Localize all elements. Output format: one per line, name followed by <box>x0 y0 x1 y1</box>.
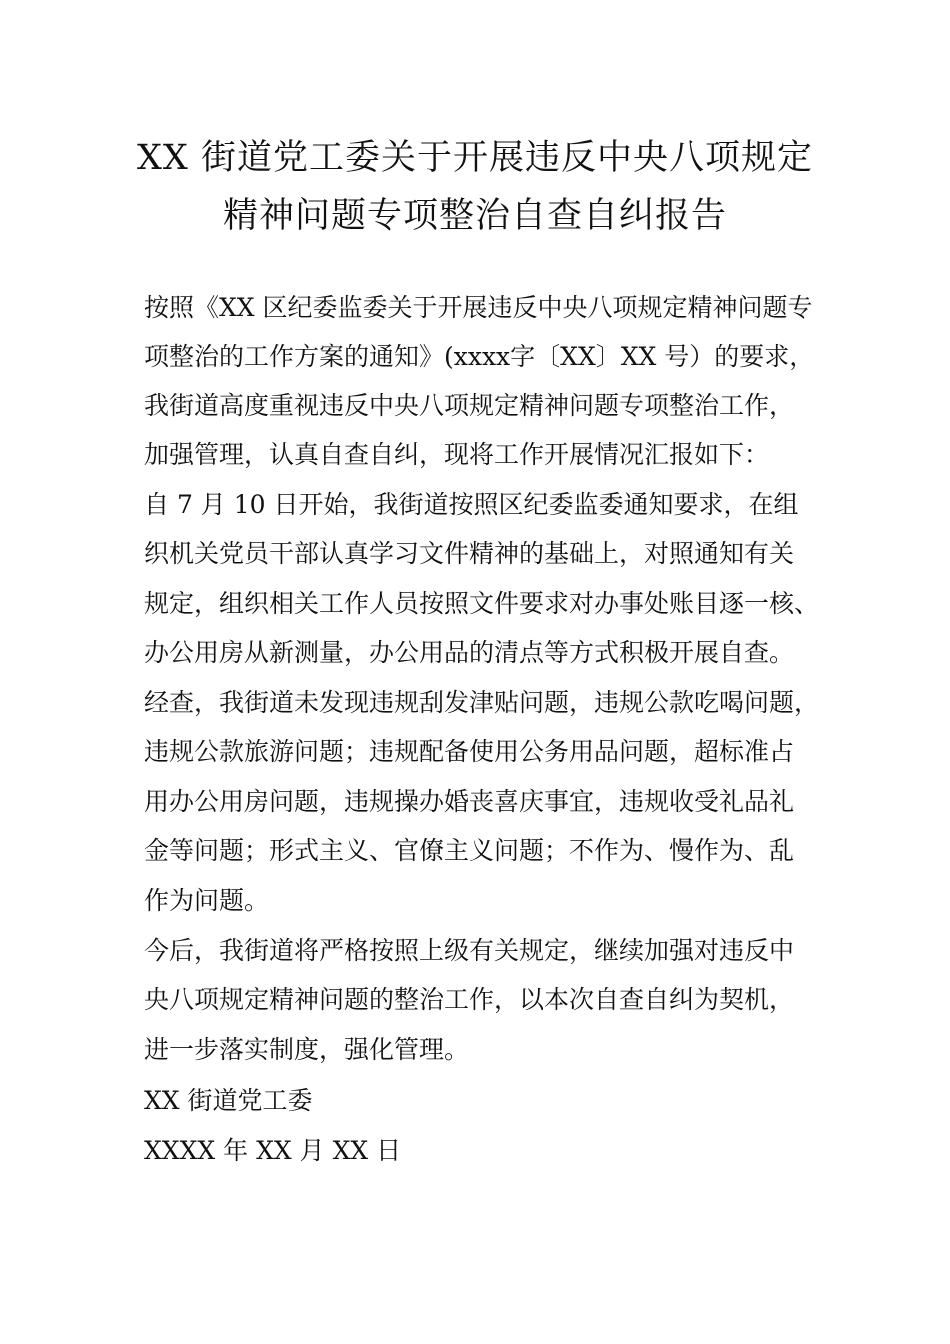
body-line-13: 作为问题。 <box>144 886 270 915</box>
report-title-line-1: XX 街道党工委关于开展违反中央八项规定 <box>137 138 813 178</box>
body-line-7: 规定，组织相关工作人员按照文件要求对办事处账目逐一核、 <box>144 589 820 618</box>
body-line-5: 自 7 月 10 日开始，我街道按照区纪委监委通知要求，在组 <box>144 490 799 519</box>
body-line-9: 经查，我街道未发现违规刮发津贴问题，违规公款吃喝问题， <box>144 688 820 717</box>
body-line-14: 今后，我街道将严格按照上级有关规定，继续加强对违反中 <box>144 936 795 965</box>
body-line-15: 央八项规定精神问题的整治工作，以本次自查自纠为契机， <box>144 985 795 1014</box>
body-line-2: 项整治的工作方案的通知》(xxxx字〔XX〕XX 号）的要求， <box>144 342 815 371</box>
body-line-16: 进一步落实制度，强化管理。 <box>144 1035 470 1064</box>
body-line-10: 违规公款旅游问题；违规配备使用公务用品问题，超标准占 <box>144 737 795 766</box>
signature-organization: XX 街道党工委 <box>144 1086 313 1115</box>
report-title-line-2: 精神问题专项整治自查自纠报告 <box>222 196 727 236</box>
signature-date: XXXX 年 XX 月 XX 日 <box>144 1136 402 1165</box>
body-line-3: 我街道高度重视违反中央八项规定精神问题专项整治工作， <box>144 391 795 420</box>
body-line-11: 用办公用房问题，违规操办婚丧喜庆事宜，违规收受礼品礼 <box>144 787 795 816</box>
body-line-1: 按照《XX 区纪委监委关于开展违反中央八项规定精神问题专 <box>144 293 813 322</box>
body-line-4: 加强管理，认真自查自纠，现将工作开展情况汇报如下： <box>144 440 770 469</box>
body-line-8: 办公用房从新测量，办公用品的清点等方式积极开展自查。 <box>144 638 795 667</box>
body-line-6: 织机关党员干部认真学习文件精神的基础上，对照通知有关 <box>144 539 795 568</box>
body-line-12: 金等问题；形式主义、官僚主义问题；不作为、慢作为、乱 <box>144 836 795 865</box>
